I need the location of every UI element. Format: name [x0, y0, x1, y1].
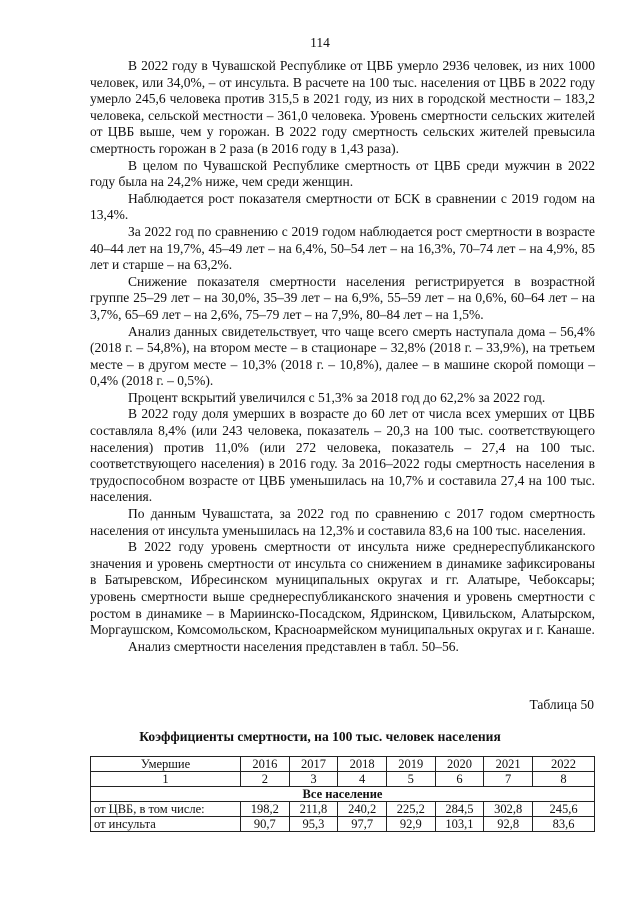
paragraph: В 2022 году уровень смертности от инсульта ниже среднереспубликанского значения и уровень смертности от инсульта со снижением в динамике зафиксированы в Батыревском, Ибресинском муниципальных округах и гг. Алатыре, Чебоксары; уровень смертности выше среднереспубликанского значения и уровень смертности с ростом в динамике – в Мариинско-Посадском, Ядринском, Цивильском, Алатырском, Моргаушском, Комсомольском, Красноармейском муниципальных округах и г. Канаше. [90, 539, 595, 638]
column-number: 4 [338, 772, 387, 787]
table-cell: 284,5 [435, 802, 484, 817]
column-number: 1 [91, 772, 241, 787]
table-row [91, 802, 595, 817]
row-label: от инсульта [91, 817, 241, 832]
row-label: от ЦВБ, в том числе: [91, 802, 241, 817]
section-heading: Все население [91, 787, 595, 802]
column-header: 2019 [386, 757, 435, 772]
table-cell: 245,6 [533, 802, 595, 817]
column-numbering-row [91, 772, 595, 787]
column-number: 6 [435, 772, 484, 787]
table-cell: 211,8 [289, 802, 338, 817]
column-number: 3 [289, 772, 338, 787]
table-cell: 225,2 [386, 802, 435, 817]
table-cell: 95,3 [289, 817, 338, 832]
section-row [91, 787, 595, 802]
table-header-row [91, 757, 595, 772]
column-header: 2016 [241, 757, 290, 772]
table-cell: 92,9 [386, 817, 435, 832]
table-cell: 302,8 [484, 802, 533, 817]
column-number: 5 [386, 772, 435, 787]
paragraph: Наблюдается рост показателя смертности от БСК в сравнении с 2019 годом на 13,4%. [90, 190, 595, 223]
column-number: 8 [533, 772, 595, 787]
paragraph: В целом по Чувашской Республике смертность от ЦВБ среди мужчин в 2022 году была на 24,2% ниже, чем среди женщин. [90, 157, 595, 190]
paragraph: Анализ смертности населения представлен в табл. 50–56. [128, 638, 459, 654]
column-header: 2018 [338, 757, 387, 772]
table-row [91, 817, 595, 832]
table-title: Коэффициенты смертности, на 100 тыс. человек населения [139, 729, 501, 744]
table-cell: 92,8 [484, 817, 533, 832]
paragraph: Снижение показателя смертности населения регистрируется в возрастной группе 25–29 лет – на 30,0%, 35–39 лет – на 6,9%, 55–59 лет – на 0,6%, 60–64 лет – на 3,7%, 65–69 лет – на 2,6%, 75–79 лет – на 7,9%, 80–84 лет – на 1,5%. [90, 273, 595, 322]
column-header: 2022 [533, 757, 595, 772]
column-header: 2017 [289, 757, 338, 772]
table-cell: 97,7 [338, 817, 387, 832]
table-cell: 83,6 [533, 817, 595, 832]
body-text [90, 58, 595, 655]
table-cell: 90,7 [241, 817, 290, 832]
paragraph: В 2022 году в Чувашской Республике от ЦВБ умерло 2936 человек, из них 1000 человек, или 34,0%, – от инсульта. В расчете на 100 тыс. населения от ЦВБ в 2022 году умерло 245,6 человека против 315,5 в 2021 году, из них в городской местности – 183,2 человека, сельской местности – 361,0 человека. Уровень смертности сельских жителей от ЦВБ выше, чем у горожан. В 2022 году смертность сельских жителей превысила смертность горожан в 2 раза (в 2016 году в 1,43 раза). [90, 58, 595, 156]
paragraph: Анализ данных свидетельствует, что чаще всего смерть наступала дома – 56,4% (2018 г. – 54,8%), на втором месте – в стационаре – 32,8% (2018 г. – 33,9%), на третьем месте – в другом месте – 10,3% (2018 г. – 10,8%), далее – в машине скорой помощи – 0,4% (2018 г. – 0,5%). [90, 323, 595, 389]
table-cell: 198,2 [241, 802, 290, 817]
column-header: 2021 [484, 757, 533, 772]
table-cell: 103,1 [435, 817, 484, 832]
column-number: 7 [484, 772, 533, 787]
table-cell: 240,2 [338, 802, 387, 817]
mortality-table [90, 756, 595, 832]
column-header: Умершие [91, 757, 241, 772]
paragraph: По данным Чувашстата, за 2022 год по сравнению с 2017 годом смертность населения от инсульта уменьшилась на 12,3% и составила 83,6 на 100 тыс. населения. [90, 506, 595, 538]
paragraph: Процент вскрытий увеличился с 51,3% за 2018 год до 62,2% за 2022 год. [128, 389, 546, 405]
table-label: Таблица 50 [529, 697, 594, 712]
page-number: 114 [310, 35, 330, 50]
paragraph: За 2022 год по сравнению с 2019 годом наблюдается рост смертности в возрасте 40–44 лет на 19,7%, 45–49 лет – на 6,4%, 50–54 лет – на 16,3%, 70–74 лет – на 4,9%, 85 лет и старше – на 63,2%. [90, 223, 595, 273]
column-header: 2020 [435, 757, 484, 772]
paragraph: В 2022 году доля умерших в возрасте до 60 лет от числа всех умерших от ЦВБ составляла 8,4% (или 243 человека, показатель – 20,3 на 100 тыс. соответствующего населения) против 11,0% (или 272 человека, показатель – 27,4 на 100 тыс. соответствующего населения) в 2016 году. За 2016–2022 годы смертность населения в трудоспособном возрасте от ЦВБ уменьшилась на 10,7% и составила 27,4 на 100 тыс. населения. [90, 406, 595, 505]
column-number: 2 [241, 772, 290, 787]
